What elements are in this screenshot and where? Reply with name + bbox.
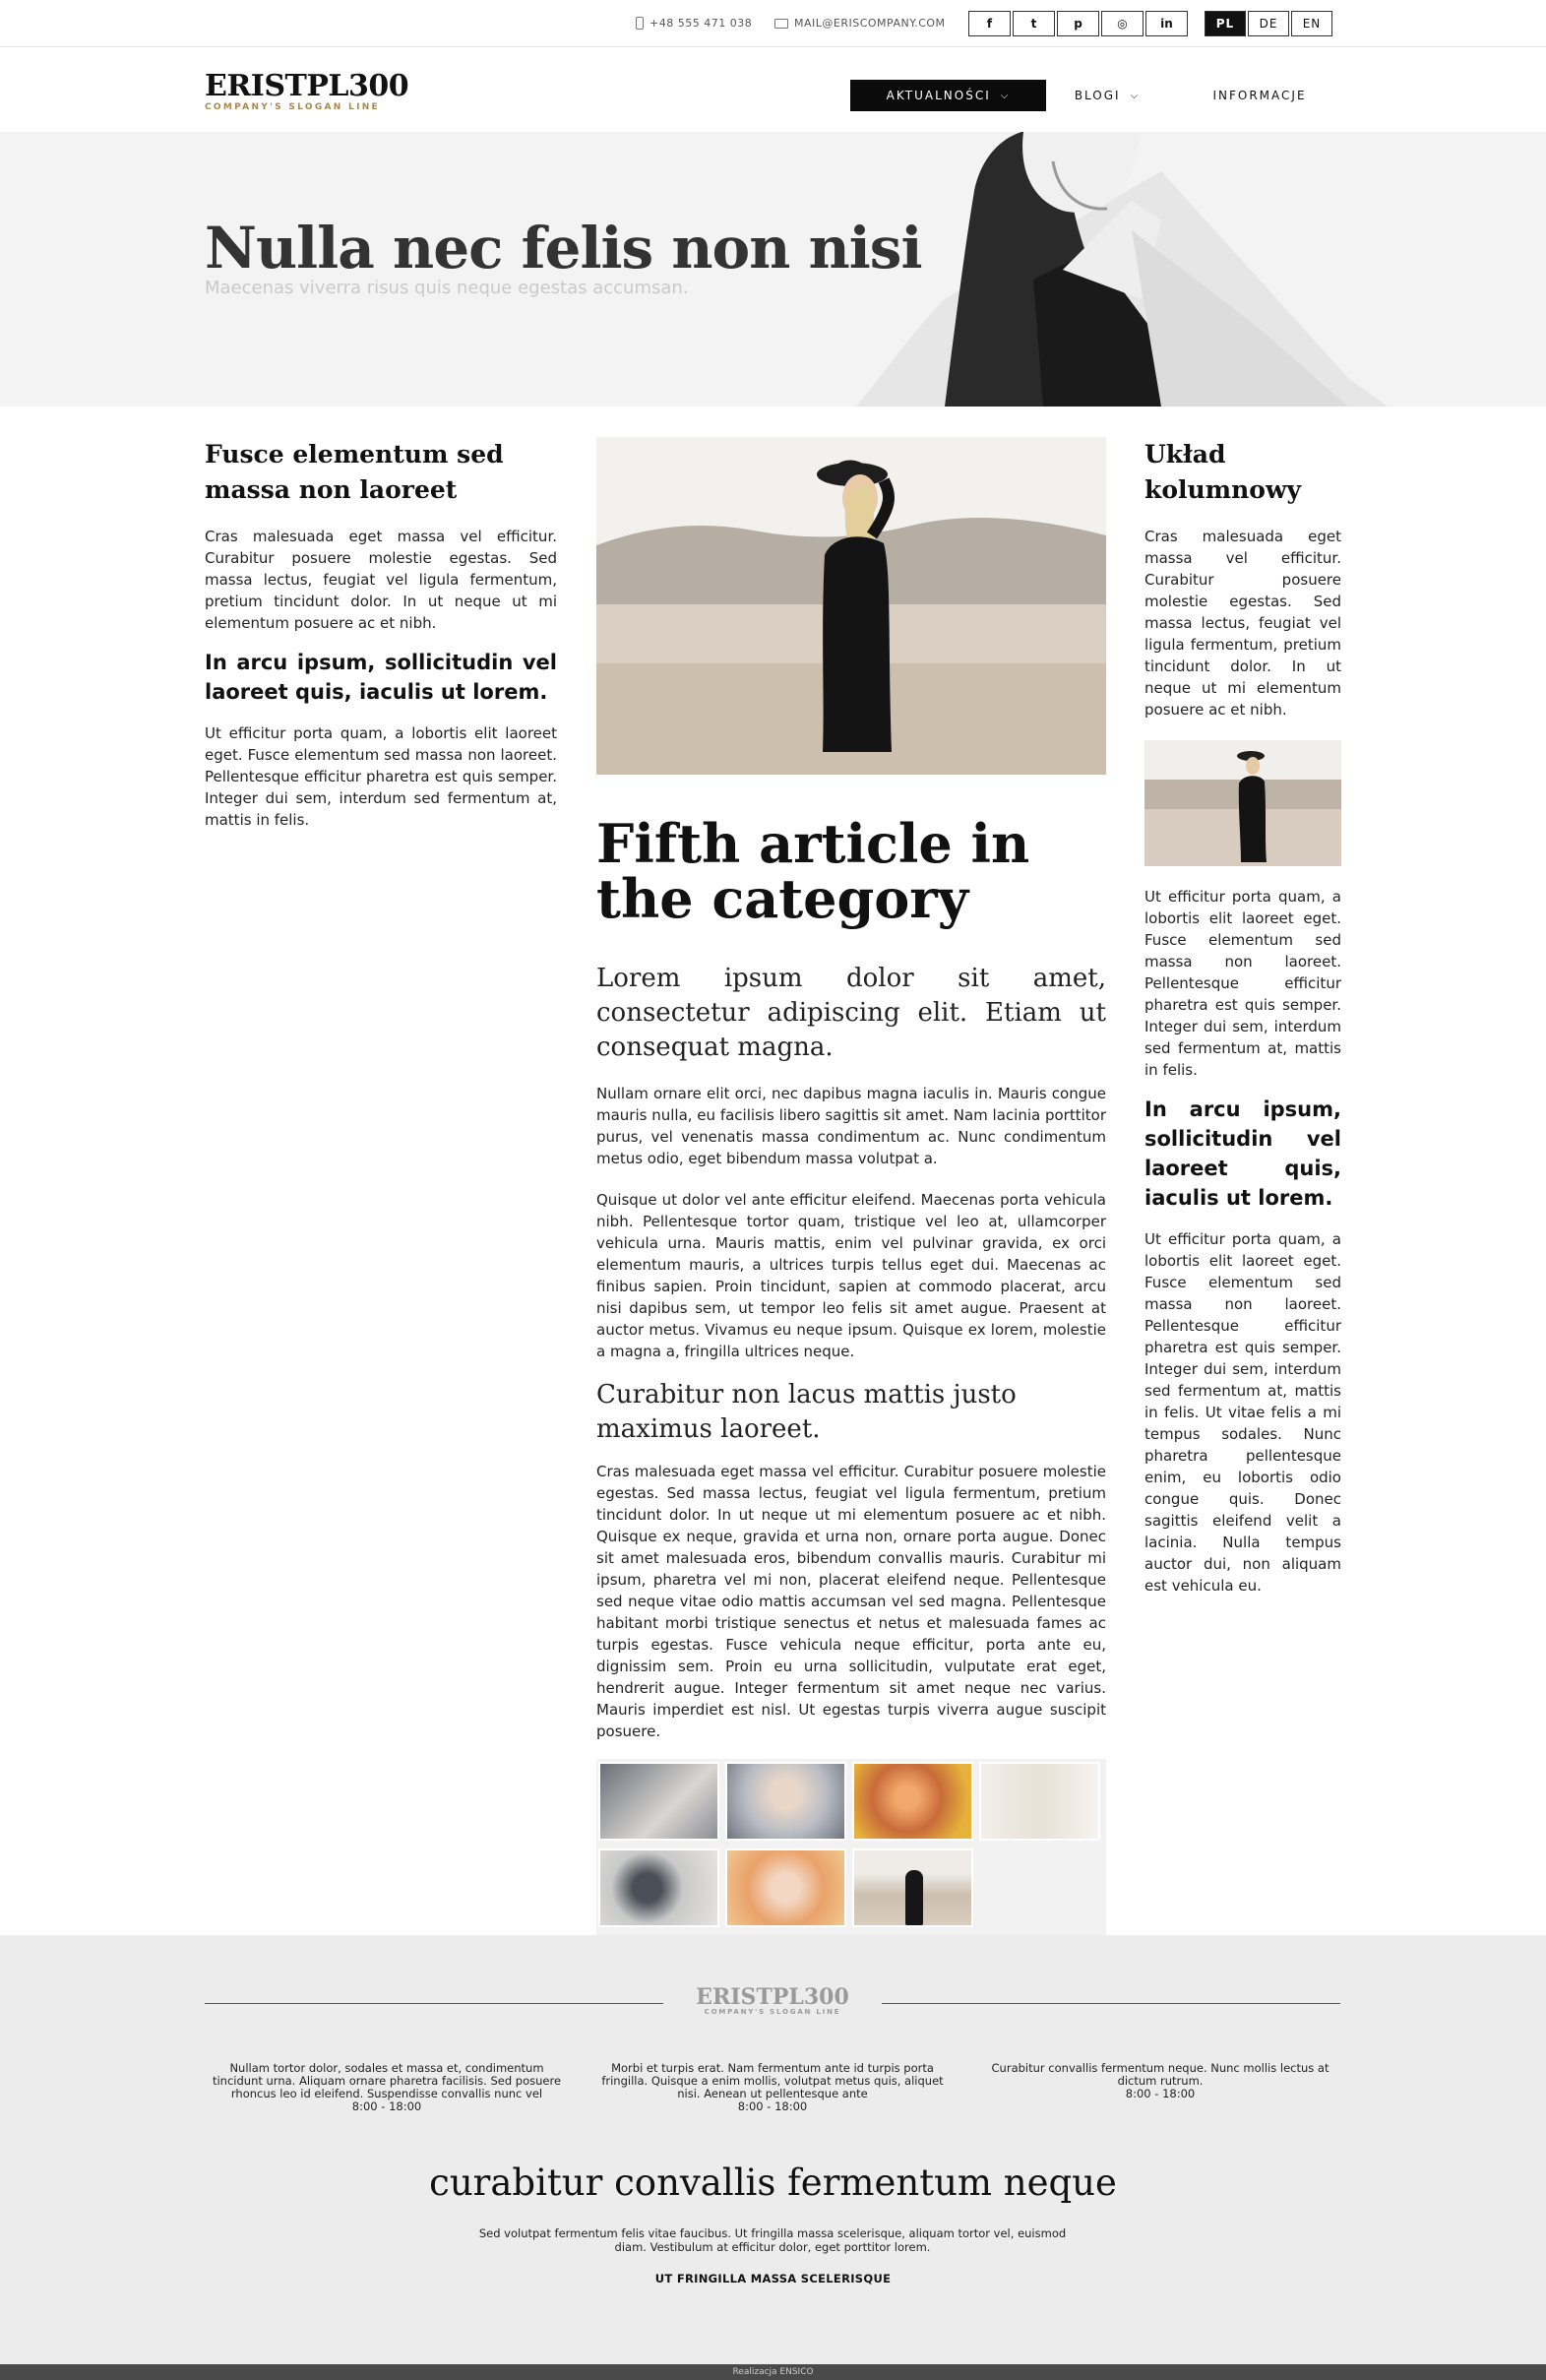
logo-slogan: COMPANY'S SLOGAN LINE [205, 102, 380, 112]
logo[interactable] [205, 69, 409, 112]
site-header [0, 47, 1546, 132]
phone-icon [636, 17, 644, 30]
twitter-icon[interactable]: t [1013, 11, 1055, 36]
top-bar [0, 0, 1546, 47]
footer-column-3 [980, 2062, 1340, 2100]
footer-column-1 [205, 2062, 569, 2113]
right-quote: In arcu ipsum, sollicitudin vel laoreet quis, iaculis ut lorem. [1144, 1097, 1341, 1210]
site-footer [0, 1935, 1546, 2364]
logo-title: ERISTPL300 [205, 69, 409, 103]
credit-bar [0, 2364, 1546, 2380]
gallery-thumb[interactable] [598, 1848, 719, 1927]
social-links [968, 11, 1190, 36]
hero-title: Nulla nec felis non nisi [205, 215, 922, 282]
gallery-thumb[interactable] [725, 1848, 846, 1927]
article-title: Fifth article in the category [596, 812, 1030, 930]
right-column-image [1144, 740, 1341, 866]
mail-icon [774, 19, 788, 29]
right-paragraph-2: Ut efficitur porta quam, a lobortis elit laoreet eget. Fusce elementum sed massa non laoreet. Pellentesque efficitur pharetra est quis semper. Integer dui sem, interdum sed fermentum at, mattis in felis. [1144, 888, 1341, 1079]
footer-divider [205, 2003, 663, 2004]
nav-aktualnosci-label: AKTUALNOŚCI [886, 89, 991, 102]
gallery-thumb[interactable] [598, 1762, 719, 1841]
article-subheading: Curabitur non lacus mattis justo maximus laoreet. [596, 1380, 1017, 1444]
lang-de-button[interactable]: DE [1248, 11, 1289, 36]
lang-pl-button[interactable]: PL [1205, 11, 1246, 36]
article-paragraph-3: Cras malesuada eget massa vel efficitur. Curabitur posuere molestie egestas. Sed massa lectus, feugiat vel ligula fermentum, pretium tincidunt dolor. In ut neque ut mi elementum posuere ac et nibh. Quisque ex neque, gravida et urna non, ornare porta augue. Donec sit amet malesuada eros, bibendum convallis mauris. Curabitur mi ipsum, pharetra vel mi non, placerat eleifend neque. Pellentesque sed neque vitae odio mattis accumsan vel sed magna. Pellentesque habitant morbi tristique senectus et netus et malesuada fames ac turpis egestas. Fusce vehicula neque efficitur, porta ante eu, dignissim sem. Proin eu urna sollicitudin, vulputate erat eget, hendrerit augue. Integer fermentum sit amet neque nec varius. Mauris imperdiet est nisl. Ut egestas turpis viverra augue suscipit posuere. [596, 1463, 1106, 1740]
right-paragraph-1: Cras malesuada eget massa vel efficitur. Curabitur posuere molestie egestas. Sed massa lectus, feugiat vel ligula fermentum, pretium tincidunt dolor. In ut neque ut mi elementum posuere ac et nibh. [1144, 528, 1341, 719]
footer-column-3-text: Curabitur convallis fermentum neque. Nunc mollis lectus at dictum rutrum. [991, 2061, 1330, 2088]
email-address: MAIL@ERISCOMPANY.COM [794, 17, 946, 30]
article-paragraph-2: Quisque ut dolor vel ante efficitur eleifend. Maecenas porta vehicula nibh. Pellentesque tortor quam, tristique vel leo at, ullamcorper vehicula urna. Mauris mattis, enim vel pulvinar gravida, ex orci elementum mauris, a ultrices turpis tellus eget dui. Maecenas ac finibus sapien. Proin tincidunt, sapien at commodo placerat, arcu nisi dapibus sem, ut tempor leo felis sit amet augue. Praesent at auctor metus. Vivamus eu neque ipsum. Quisque ex lorem, molestie a magna a, fringilla ultrices neque. [596, 1191, 1106, 1360]
nav-blogi-label: BLOGI [1074, 89, 1121, 102]
footer-logo[interactable] [665, 1986, 880, 2016]
nav-blogi[interactable] [1063, 80, 1151, 111]
phone-contact[interactable] [636, 17, 752, 30]
image-gallery [596, 1759, 1106, 1935]
footer-cta-text: Sed volutpat fermentum felis vitae faucibus. Ut fringilla massa scelerisque, aliquam tortor vel, euismod diam. Vestibulum at efficitur dolor, eget porttitor lorem. [478, 2226, 1067, 2254]
footer-cta-title: curabitur convallis fermentum neque [429, 2161, 1117, 2204]
article-lead: Lorem ipsum dolor sit amet, consectetur adipiscing elit. Etiam ut consequat magna. [596, 964, 1106, 1062]
nav-informacje-label: INFORMACJE [1212, 89, 1307, 102]
gallery-thumb[interactable] [979, 1762, 1100, 1841]
phone-number: +48 555 471 038 [649, 17, 753, 30]
chevron-down-icon: ⌵ [1000, 90, 1011, 101]
gallery-thumb[interactable] [725, 1762, 846, 1841]
left-paragraph-1: Cras malesuada eget massa vel efficitur. Curabitur posuere molestie egestas. Sed massa lectus, feugiat vel ligula fermentum, pretium tincidunt dolor. In ut neque ut mi elementum posuere ac et nibh. [205, 528, 557, 632]
gallery-thumb[interactable] [852, 1848, 973, 1927]
right-heading: Układ kolumnowy [1144, 440, 1302, 504]
footer-divider [882, 2003, 1340, 2004]
footer-column-2-hours: 8:00 - 18:00 [737, 2099, 808, 2113]
credit-text[interactable]: Realizacja ENSICO [732, 2367, 814, 2377]
gallery-thumb[interactable] [852, 1762, 973, 1841]
linkedin-icon[interactable]: in [1145, 11, 1188, 36]
chevron-down-icon: ⌵ [1130, 90, 1141, 101]
right-paragraph-3: Ut efficitur porta quam, a lobortis elit laoreet eget. Fusce elementum sed massa non laoreet. Pellentesque efficitur pharetra est quis semper. Integer dui sem, interdum sed fermentum at, mattis in felis. Ut vitae felis a mi tempus sodales. Nunc pharetra pellentesque enim, eu lobortis odio congue quis. Donec sagittis eleifend velit a lacinia. Nulla tempus auctor dui, non aliquam est vehicula eu. [1144, 1230, 1341, 1595]
footer-column-2 [588, 2062, 957, 2113]
footer-cta-link[interactable]: UT FRINGILLA MASSA SCELERISQUE [654, 2272, 892, 2286]
left-heading: Fusce elementum sed massa non laoreet [205, 440, 504, 504]
hero-banner [0, 132, 1546, 407]
facebook-icon[interactable]: f [968, 11, 1011, 36]
footer-column-3-hours: 8:00 - 18:00 [1125, 2087, 1196, 2100]
left-column [205, 437, 557, 831]
footer-logo-slogan: COMPANY'S SLOGAN LINE [704, 2008, 841, 2016]
footer-column-2-text: Morbi et turpis erat. Nam fermentum ante id turpis porta fringilla. Quisque a enim mollis, volutpat metus quis, aliquet nisi. Aenean ut pellentesque ante [601, 2061, 944, 2100]
left-quote: In arcu ipsum, sollicitudin vel laoreet quis, iaculis ut lorem. [205, 651, 557, 704]
nav-aktualnosci[interactable] [850, 80, 1046, 111]
footer-logo-title: ERISTPL300 [696, 1984, 849, 2010]
footer-column-1-text: Nullam tortor dolor, sodales et massa et, condimentum tincidunt urna. Aliquam ornare pharetra facilisis. Sed posuere rhoncus leo id eleifend. Suspendisse convallis nunc vel [212, 2061, 562, 2100]
left-paragraph-2: Ut efficitur porta quam, a lobortis elit laoreet eget. Fusce elementum sed massa non laoreet. Pellentesque efficitur pharetra est quis semper. Integer dui sem, interdum sed fermentum at, mattis in felis. [205, 724, 557, 829]
pinterest-icon[interactable]: p [1057, 11, 1099, 36]
article-paragraph-1: Nullam ornare elit orci, nec dapibus magna iaculis in. Mauris congue mauris nulla, eu facilisis libero sagittis sit amet. Nam lacinia porttitor purus, vel venenatis massa condimentum ac. Nunc condimentum metus odio, eget bibendum massa volutpat a. [596, 1085, 1106, 1167]
hero-subtitle: Maecenas viverra risus quis neque egestas accumsan. [205, 278, 689, 298]
lang-en-button[interactable]: EN [1291, 11, 1332, 36]
nav-informacje[interactable] [1191, 80, 1329, 111]
right-column [1144, 437, 1341, 1597]
footer-column-1-hours: 8:00 - 18:00 [351, 2099, 422, 2113]
article-main-image [596, 437, 1106, 775]
email-contact[interactable] [774, 17, 946, 30]
language-switcher [1205, 11, 1334, 36]
instagram-icon[interactable]: ◎ [1101, 11, 1144, 36]
article [596, 437, 1106, 1819]
